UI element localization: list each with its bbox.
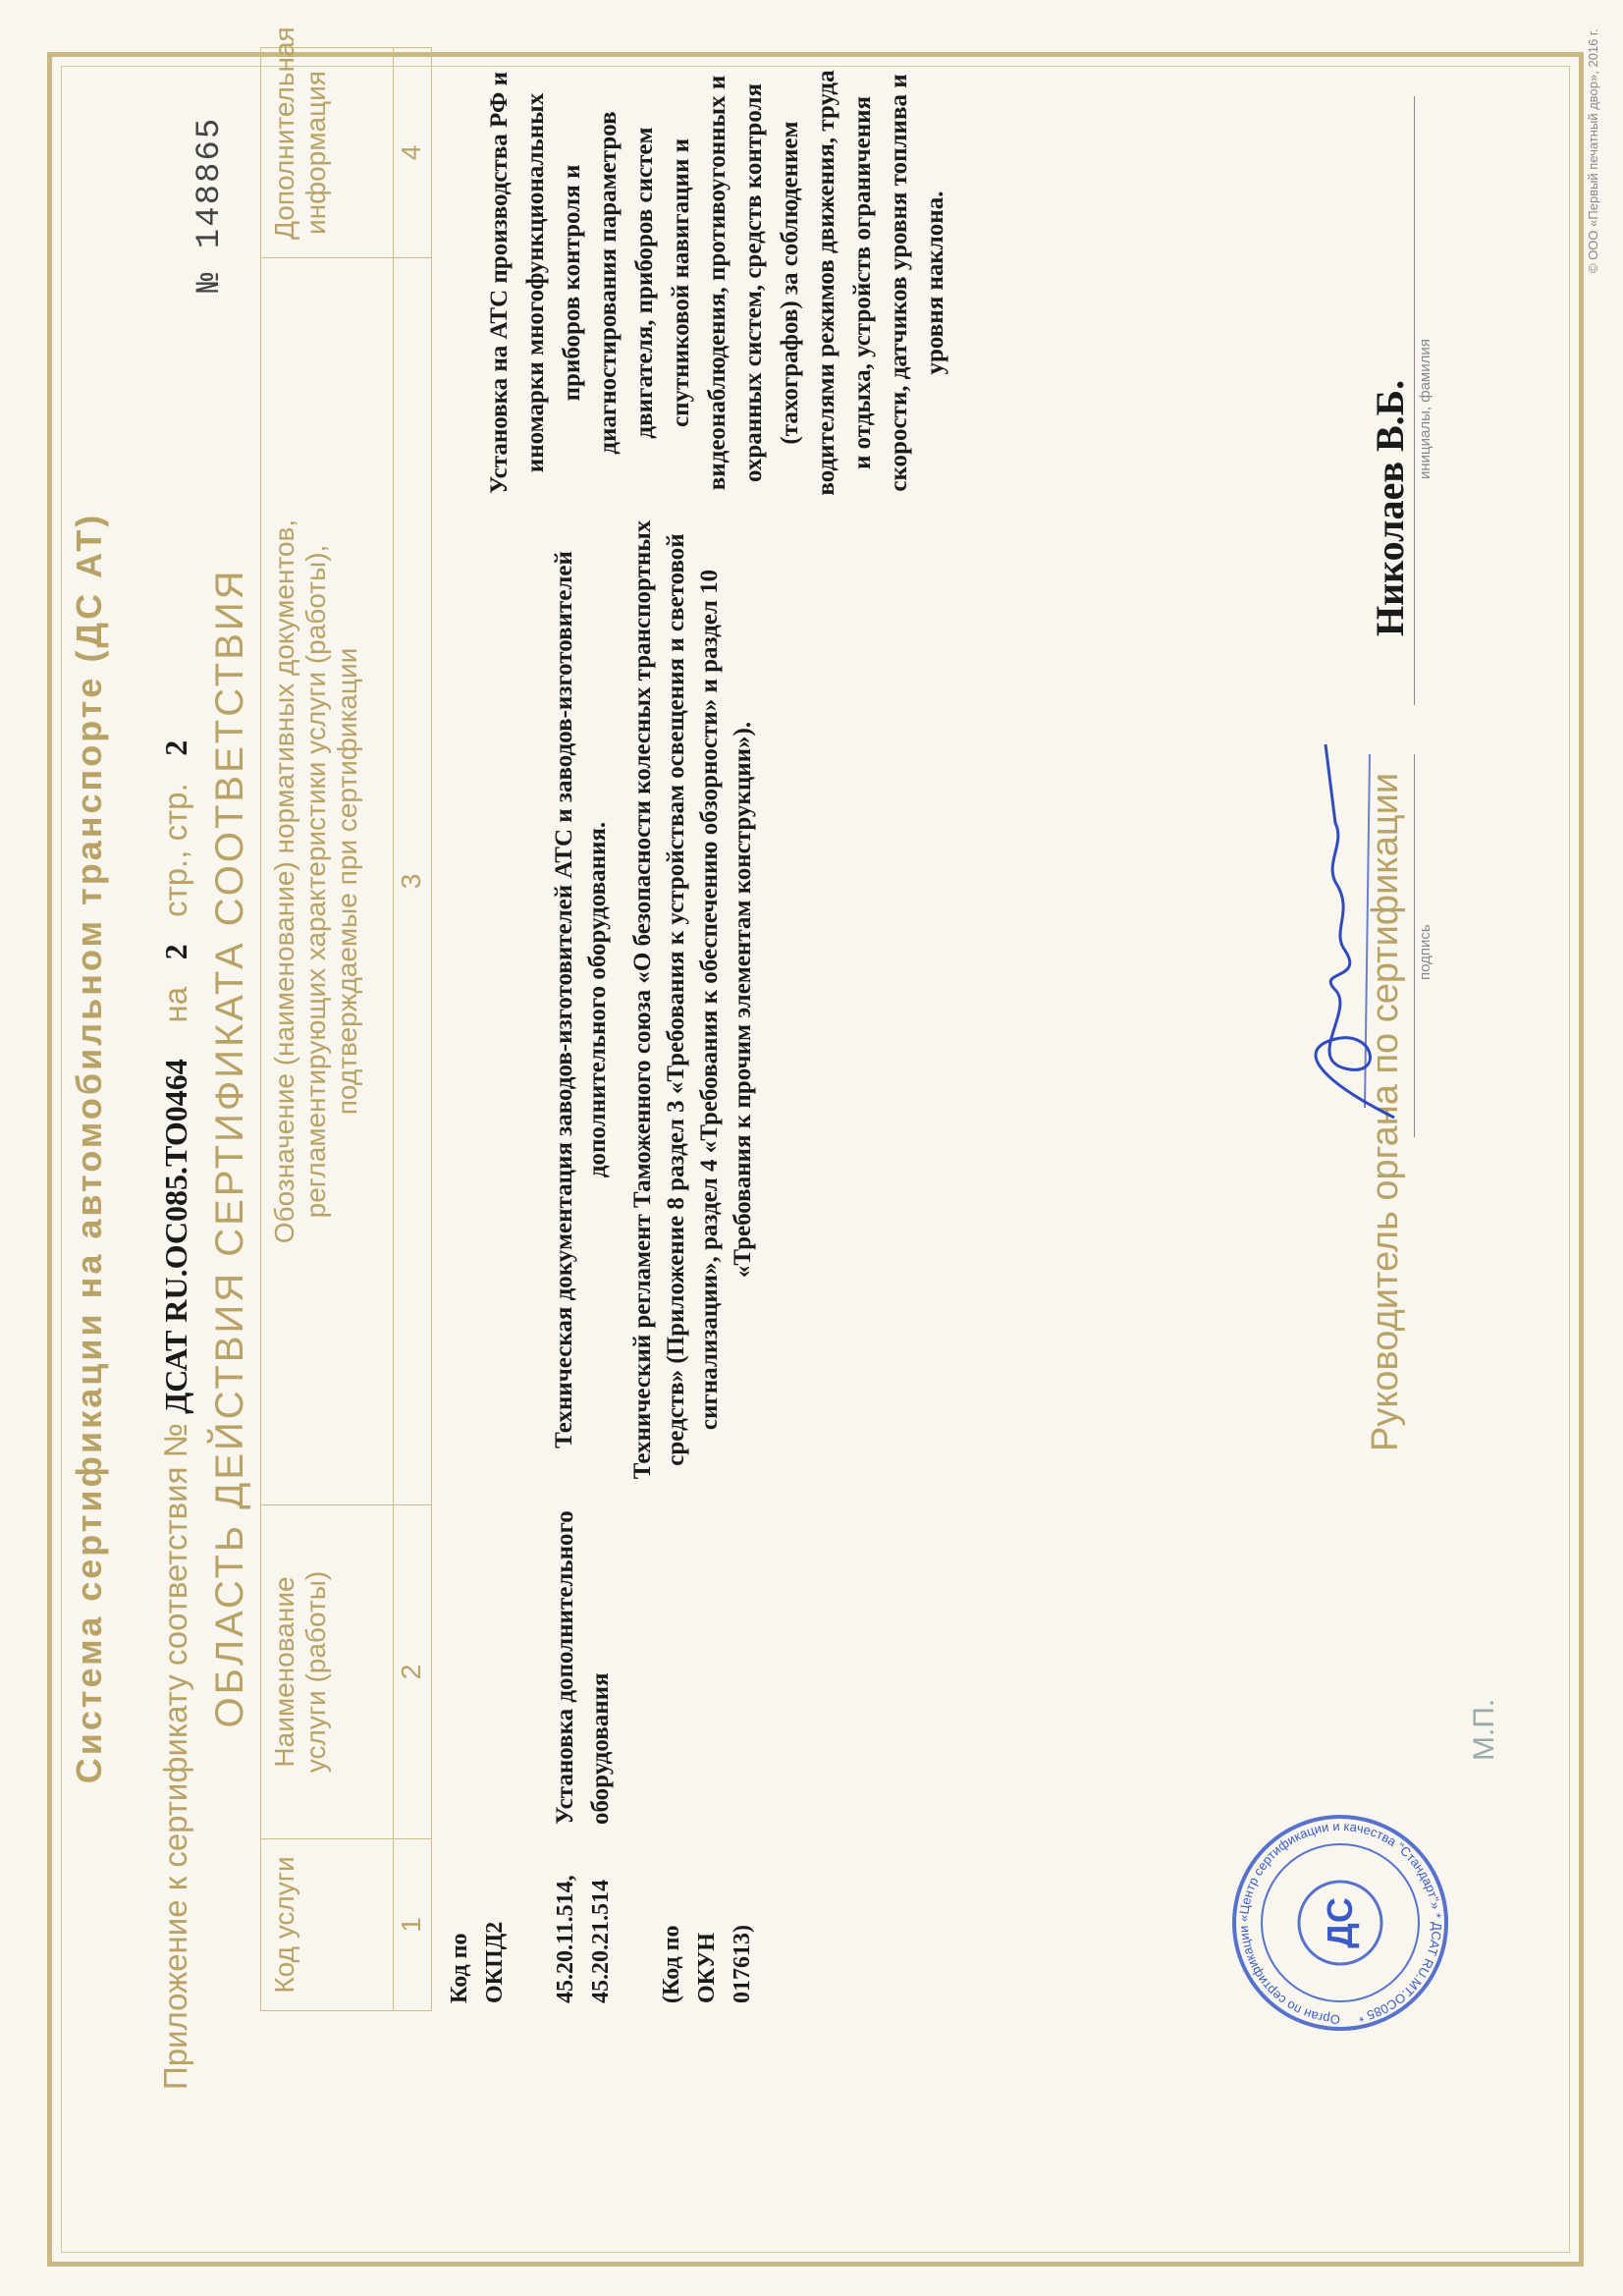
code-line: 45.20.11.514, (553, 1875, 578, 2003)
appendix-prefix: Приложение к сертификату соответствия № (157, 1422, 193, 2090)
header-col-service-label: Наименование услуги (работы) (269, 1570, 331, 1774)
pages-total: 2 (158, 944, 193, 960)
signature-line (1414, 754, 1415, 1137)
document-item: Техническая документация заводов-изготовителей АТС и заводов-изготовителей дополнительного оборудования. (551, 551, 611, 1449)
header-col-documents-label: Обозначение (наименование) нормативных документов, регламентирующих характеристики услуги (работы), подтверждаемые при сертификации (269, 519, 362, 1244)
certificate-number: ДСАТ RU.ОС085.ТО0464 (158, 1059, 193, 1414)
header-col-code (261, 1838, 431, 2010)
code-line (619, 1831, 654, 2003)
header-col-code-label: Код услуги (269, 1856, 299, 1994)
printer-imprint: © ООО «Первый печатный двор», 2016 г. (1586, 28, 1600, 273)
header-col-info-label: Дополнительная информация (269, 27, 331, 240)
service-name: Установка дополнительного оборудования (552, 1510, 614, 1825)
signatory-name: Николаев В.Б. (1368, 379, 1412, 636)
appendix-on: на (157, 986, 193, 1023)
pages-label: стр., стр. (157, 783, 193, 917)
signature-caption: подпись (1417, 924, 1434, 980)
document-item: Технический регламент Таможенного союза «О безопасности колесных транспортных средств» (Приложение 8 раздел 3 «Требования к устройствам освещения и световой сигнализации», раздел 4 «Требования к обеспечению обзорности» и раздел 10 «Требования к прочим элементам конструкции»). (629, 519, 756, 1480)
code-line (513, 1831, 548, 2003)
page-current: 2 (158, 739, 193, 756)
code-line: ОКУН (694, 1933, 720, 2003)
system-title: Система сертификации на автомобильном транспорте (ДС АТ) (69, 512, 109, 1784)
normative-documents (442, 509, 772, 1491)
code-line: Код по (447, 1933, 472, 2003)
serial-number: № 148865 (191, 116, 229, 293)
stamp-ring-text: Орган по сертификации «Центр сертификации и качества "Стандарт"» * ДСАТ RU.МТ.ОС085 * (1235, 1818, 1445, 2028)
header-col-service (261, 1504, 431, 1838)
header-col-service-num: 2 (396, 1664, 426, 1680)
table-header (260, 27, 432, 2011)
additional-info: Установка на АТС производства РФ и иномарки многофункциональных приборов контроля и диагностирования параметров двигателя, приборов систем спутниковой навигации и видеонаблюдения, противоугонных и охранных систем, средств контроля (тахографов) за соблюдением водителями режимов движения, труда и отдыха, устройств ограничения скорости, датчиков уровня топлива и уровня наклона. (486, 70, 948, 496)
header-col-info-num: 4 (396, 144, 426, 161)
header-col-code-num: 1 (396, 1917, 426, 1933)
head-of-certification-label: Руководитель органа по сертификации (1365, 772, 1406, 1451)
service-codes (442, 1831, 760, 2003)
code-line: (Код по (659, 1925, 684, 2003)
header-col-documents-num: 3 (396, 873, 426, 890)
scope-title: ОБЛАСТЬ ДЕЙСТВИЯ СЕРТИФИКАТА СООТВЕТСТВИЯ (208, 568, 251, 1728)
name-caption: инициалы, фамилия (1417, 339, 1434, 479)
handwritten-signature (1276, 725, 1414, 1137)
official-stamp (1227, 1697, 1453, 2149)
header-col-info (261, 27, 431, 257)
header-col-documents (261, 257, 431, 1504)
appendix-line (157, 740, 194, 2090)
code-line: ОКПД2 (482, 1921, 508, 2003)
stamp-center-text: ДС (1320, 1897, 1360, 1948)
stamp-mark: М.П. (1468, 1698, 1500, 1761)
code-line: 017613) (730, 1925, 755, 2003)
code-line: 45.20.21.514 (588, 1880, 614, 2003)
name-line (1414, 96, 1415, 705)
